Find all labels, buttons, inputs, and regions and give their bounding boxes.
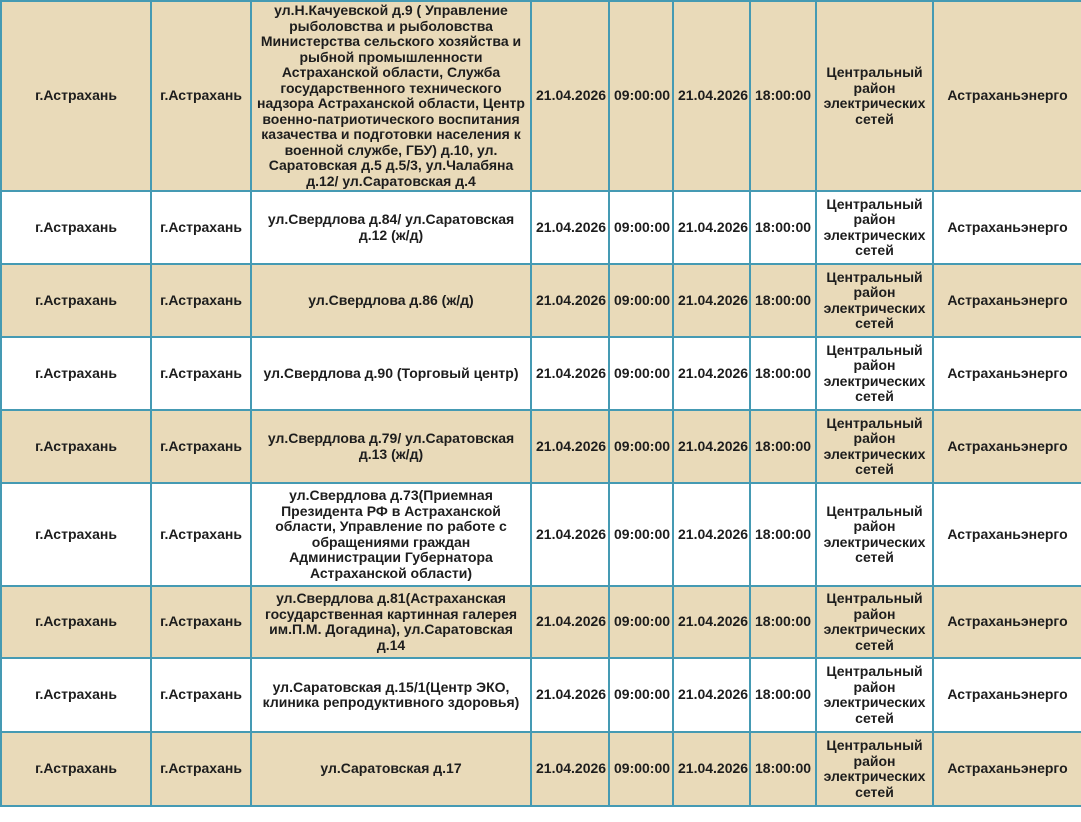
cell-outage-start-date: 21.04.2026: [531, 191, 609, 264]
cell-outage-end-time: 18:00:00: [750, 483, 816, 586]
cell-outage-end-time: 18:00:00: [750, 264, 816, 337]
cell-outage-end-time: 18:00:00: [750, 1, 816, 191]
cell-outage-end-date: 21.04.2026: [673, 264, 750, 337]
cell-outage-start-time: 09:00:00: [609, 483, 673, 586]
cell-outage-end-time: 18:00:00: [750, 191, 816, 264]
cell-municipality: г.Астрахань: [151, 410, 251, 483]
cell-settlement: г.Астрахань: [1, 483, 151, 586]
cell-outage-end-time: 18:00:00: [750, 658, 816, 732]
cell-municipality: г.Астрахань: [151, 483, 251, 586]
cell-network-district: Центральный район электрических сетей: [816, 483, 933, 586]
cell-settlement: г.Астрахань: [1, 658, 151, 732]
cell-outage-start-date: 21.04.2026: [531, 337, 609, 410]
cell-outage-end-date: 21.04.2026: [673, 658, 750, 732]
cell-outage-end-date: 21.04.2026: [673, 732, 750, 806]
table-row: [1, 732, 1081, 806]
cell-address: ул.Свердлова д.86 (ж/д): [251, 264, 531, 337]
table-row: [1, 1, 1081, 191]
cell-address: ул.Н.Качуевской д.9 ( Управление рыболовства и рыболовства Министерства сельского хозяйства и рыбной промышленности Астраханской области, Служба государственного технического надзора Астраханской области, Центр военно-патриотического воспитания казачества и подготовки населения к военной службе, ГБУ) д.10, ул. Саратовская д.5 д.5/3, ул.Чалабяна д.12/ ул.Саратовская д.4: [251, 1, 531, 191]
cell-outage-start-date: 21.04.2026: [531, 586, 609, 658]
cell-network-district: Центральный район электрических сетей: [816, 1, 933, 191]
cell-settlement: г.Астрахань: [1, 410, 151, 483]
cell-address: ул.Саратовская д.15/1(Центр ЭКО, клиника репродуктивного здоровья): [251, 658, 531, 732]
cell-outage-end-time: 18:00:00: [750, 410, 816, 483]
cell-energy-company: Астраханьэнерго: [933, 586, 1081, 658]
cell-address: ул.Свердлова д.90 (Торговый центр): [251, 337, 531, 410]
cell-address: ул.Свердлова д.79/ ул.Саратовская д.13 (ж/д): [251, 410, 531, 483]
cell-settlement: г.Астрахань: [1, 732, 151, 806]
table-row: [1, 264, 1081, 337]
cell-network-district: Центральный район электрических сетей: [816, 658, 933, 732]
cell-energy-company: Астраханьэнерго: [933, 191, 1081, 264]
table-row: [1, 191, 1081, 264]
cell-network-district: Центральный район электрических сетей: [816, 264, 933, 337]
cell-outage-start-time: 09:00:00: [609, 732, 673, 806]
cell-outage-start-date: 21.04.2026: [531, 1, 609, 191]
table-row: [1, 658, 1081, 732]
cell-network-district: Центральный район электрических сетей: [816, 337, 933, 410]
cell-outage-start-date: 21.04.2026: [531, 732, 609, 806]
cell-outage-start-date: 21.04.2026: [531, 264, 609, 337]
table-row: [1, 586, 1081, 658]
cell-municipality: г.Астрахань: [151, 191, 251, 264]
table-row: [1, 337, 1081, 410]
cell-energy-company: Астраханьэнерго: [933, 264, 1081, 337]
cell-outage-end-date: 21.04.2026: [673, 1, 750, 191]
cell-municipality: г.Астрахань: [151, 658, 251, 732]
cell-municipality: г.Астрахань: [151, 1, 251, 191]
cell-outage-end-time: 18:00:00: [750, 337, 816, 410]
cell-outage-end-time: 18:00:00: [750, 732, 816, 806]
cell-municipality: г.Астрахань: [151, 732, 251, 806]
cell-address: ул.Свердлова д.84/ ул.Саратовская д.12 (ж/д): [251, 191, 531, 264]
cell-network-district: Центральный район электрических сетей: [816, 191, 933, 264]
cell-address: ул.Саратовская д.17: [251, 732, 531, 806]
cell-outage-end-date: 21.04.2026: [673, 191, 750, 264]
cell-municipality: г.Астрахань: [151, 586, 251, 658]
cell-energy-company: Астраханьэнерго: [933, 410, 1081, 483]
cell-outage-start-time: 09:00:00: [609, 658, 673, 732]
cell-network-district: Центральный район электрических сетей: [816, 586, 933, 658]
cell-network-district: Центральный район электрических сетей: [816, 410, 933, 483]
table-row: [1, 483, 1081, 586]
cell-energy-company: Астраханьэнерго: [933, 337, 1081, 410]
cell-energy-company: Астраханьэнерго: [933, 1, 1081, 191]
cell-outage-start-date: 21.04.2026: [531, 483, 609, 586]
cell-energy-company: Астраханьэнерго: [933, 658, 1081, 732]
cell-municipality: г.Астрахань: [151, 264, 251, 337]
cell-energy-company: Астраханьэнерго: [933, 483, 1081, 586]
cell-outage-start-time: 09:00:00: [609, 586, 673, 658]
cell-outage-start-date: 21.04.2026: [531, 410, 609, 483]
cell-address: ул.Свердлова д.73(Приемная Президента РФ в Астраханской области, Управление по работе с обращениями граждан Администрации Губернатора Астраханской области): [251, 483, 531, 586]
cell-outage-start-time: 09:00:00: [609, 264, 673, 337]
cell-outage-end-date: 21.04.2026: [673, 410, 750, 483]
cell-settlement: г.Астрахань: [1, 1, 151, 191]
cell-outage-start-time: 09:00:00: [609, 1, 673, 191]
cell-outage-start-time: 09:00:00: [609, 191, 673, 264]
cell-outage-start-time: 09:00:00: [609, 410, 673, 483]
cell-municipality: г.Астрахань: [151, 337, 251, 410]
outage-table-body: [1, 1, 1081, 806]
cell-outage-end-time: 18:00:00: [750, 586, 816, 658]
cell-network-district: Центральный район электрических сетей: [816, 732, 933, 806]
cell-outage-end-date: 21.04.2026: [673, 337, 750, 410]
cell-settlement: г.Астрахань: [1, 337, 151, 410]
cell-settlement: г.Астрахань: [1, 264, 151, 337]
cell-energy-company: Астраханьэнерго: [933, 732, 1081, 806]
cell-outage-end-date: 21.04.2026: [673, 483, 750, 586]
cell-settlement: г.Астрахань: [1, 586, 151, 658]
cell-outage-start-date: 21.04.2026: [531, 658, 609, 732]
cell-outage-start-time: 09:00:00: [609, 337, 673, 410]
cell-address: ул.Свердлова д.81(Астраханская государственная картинная галерея им.П.М. Догадина), ул.Саратовская д.14: [251, 586, 531, 658]
cell-settlement: г.Астрахань: [1, 191, 151, 264]
cell-outage-end-date: 21.04.2026: [673, 586, 750, 658]
table-row: [1, 410, 1081, 483]
